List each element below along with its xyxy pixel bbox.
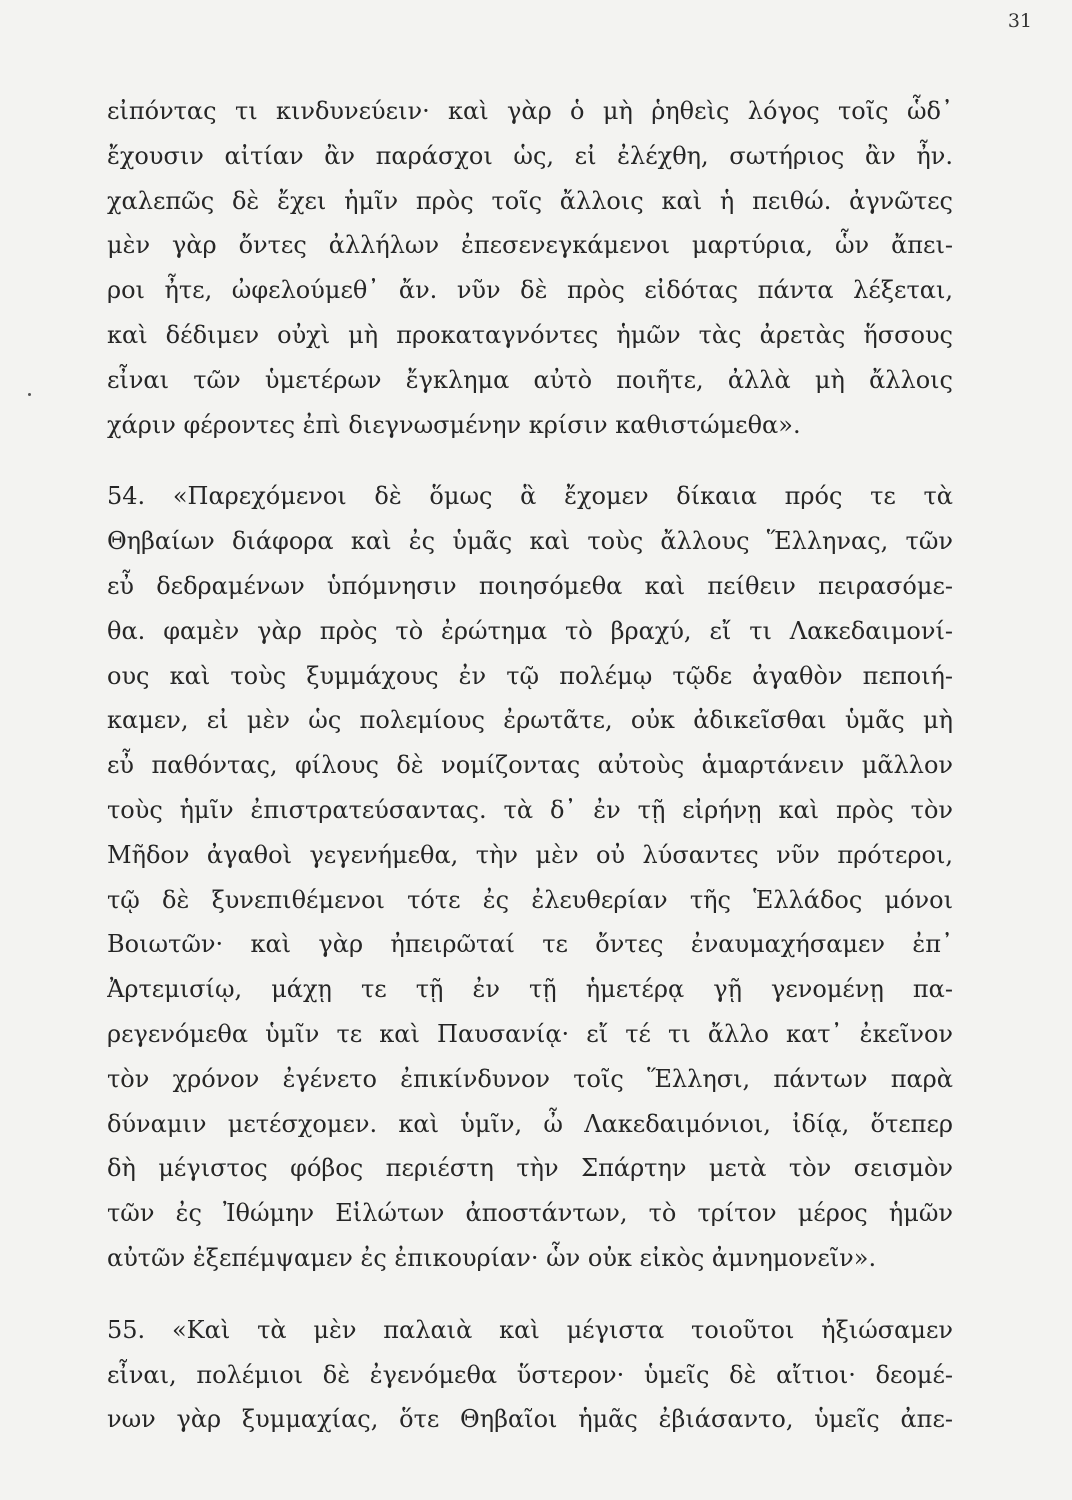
text-line: ροι ἦτε, ὠφελούμεθ᾽ ἄν. νῦν δὲ πρὸς εἰδότας πάντα λέξεται, xyxy=(107,276,953,305)
text-line: Ἀρτεμισίῳ, μάχῃ τε τῇ ἐν τῇ ἡμετέρᾳ γῇ γενομένῃ πα- xyxy=(107,975,953,1004)
text-line: 54. «Παρεχόμενοι δὲ ὅμως ἃ ἔχομεν δίκαια πρός τε τὰ xyxy=(107,482,953,511)
text-line: εὖ παθόντας, φίλους δὲ νομίζοντας αὐτοὺς ἁμαρτάνειν μᾶλλον xyxy=(107,751,953,780)
body-text xyxy=(107,89,953,1442)
text-line: καμεν, εἰ μὲν ὡς πολεμίους ἐρωτᾶτε, οὐκ ἀδικεῖσθαι ὑμᾶς μὴ xyxy=(107,706,953,735)
text-line: δύναμιν μετέσχομεν. καὶ ὑμῖν, ὦ Λακεδαιμόνιοι, ἰδίᾳ, ὅτεπερ xyxy=(107,1109,953,1138)
text-line: θα. φαμὲν γὰρ πρὸς τὸ ἐρώτημα τὸ βραχύ, εἴ τι Λακεδαιμονί- xyxy=(107,616,953,645)
text-line: εὖ δεδραμένων ὑπόμνησιν ποιησόμεθα καὶ πείθειν πειρασόμε- xyxy=(107,571,953,600)
text-line: 55. «Καὶ τὰ μὲν παλαιὰ καὶ μέγιστα τοιοῦτοι ἠξιώσαμεν xyxy=(107,1315,953,1344)
text-line: ρεγενόμεθα ὑμῖν τε καὶ Παυσανίᾳ· εἴ τέ τι ἄλλο κατ᾽ ἐκεῖνον xyxy=(107,1019,953,1048)
text-line: Βοιωτῶν· καὶ γὰρ ἠπειρῶταί τε ὄντες ἐναυμαχήσαμεν ἐπ᾽ xyxy=(107,930,953,959)
paragraph xyxy=(107,474,953,1280)
scan-speck xyxy=(28,393,31,396)
text-line: τὸν χρόνον ἐγένετο ἐπικίνδυνον τοῖς Ἕλλησι, πάντων παρὰ xyxy=(107,1064,953,1093)
text-line: καὶ δέδιμεν οὐχὶ μὴ προκαταγνόντες ἡμῶν τὰς ἀρετὰς ἥσσους xyxy=(107,320,953,349)
text-line: αὐτῶν ἐξεπέμψαμεν ἐς ἐπικουρίαν· ὧν οὐκ εἰκὸς ἀμνημονεῖν». xyxy=(107,1243,877,1272)
text-line: Θηβαίων διάφορα καὶ ἐς ὑμᾶς καὶ τοὺς ἄλλους Ἕλληνας, τῶν xyxy=(107,527,953,556)
text-line: μὲν γὰρ ὄντες ἀλλήλων ἐπεσενεγκάμενοι μαρτύρια, ὧν ἄπει- xyxy=(107,231,953,260)
text-line: ους καὶ τοὺς ξυμμάχους ἐν τῷ πολέμῳ τῷδε ἀγαθὸν πεποιή- xyxy=(107,661,953,690)
paragraph-gap xyxy=(107,1281,953,1308)
text-line: εἶναι τῶν ὑμετέρων ἔγκλημα αὐτὸ ποιῆτε, ἀλλὰ μὴ ἄλλοις xyxy=(107,365,953,394)
text-line: χαλεπῶς δὲ ἔχει ἡμῖν πρὸς τοῖς ἄλλοις καὶ ἡ πειθώ. ἀγνῶτες xyxy=(107,186,953,215)
text-line: εἶναι, πολέμιοι δὲ ἐγενόμεθα ὕστερον· ὑμεῖς δὲ αἴτιοι· δεομέ- xyxy=(107,1360,953,1389)
paragraph xyxy=(107,1308,953,1442)
text-line: νων γὰρ ξυμμαχίας, ὅτε Θηβαῖοι ἡμᾶς ἐβιάσαντο, ὑμεῖς ἀπε- xyxy=(107,1405,953,1434)
text-line: εἰπόντας τι κινδυνεύειν· καὶ γὰρ ὁ μὴ ῥηθεὶς λόγος τοῖς ὧδ᾽ xyxy=(107,97,953,125)
page-number: 31 xyxy=(1007,10,1032,32)
text-line: τῷ δὲ ξυνεπιθέμενοι τότε ἐς ἐλευθερίαν τῆς Ἑλλάδος μόνοι xyxy=(107,885,953,914)
text-line: Μῆδον ἀγαθοὶ γεγενήμεθα, τὴν μὲν οὐ λύσαντες νῦν πρότεροι, xyxy=(107,840,953,869)
text-line: ἔχουσιν αἰτίαν ἂν παράσχοι ὡς, εἰ ἐλέχθη, σωτήριος ἂν ἦν. xyxy=(107,141,953,170)
text-line: τῶν ἐς Ἰθώμην Εἱλώτων ἀποστάντων, τὸ τρίτον μέρος ἡμῶν xyxy=(107,1199,953,1228)
paragraph-gap xyxy=(107,447,953,474)
paragraph xyxy=(107,89,953,447)
text-line: χάριν φέροντες ἐπὶ διεγνωσμένην κρίσιν καθιστώμεθα». xyxy=(107,410,801,439)
text-line: δὴ μέγιστος φόβος περιέστη τὴν Σπάρτην μετὰ τὸν σεισμὸν xyxy=(107,1154,953,1183)
text-line: τοὺς ἡμῖν ἐπιστρατεύσαντας. τὰ δ᾽ ἐν τῇ εἰρήνῃ καὶ πρὸς τὸν xyxy=(107,795,953,824)
